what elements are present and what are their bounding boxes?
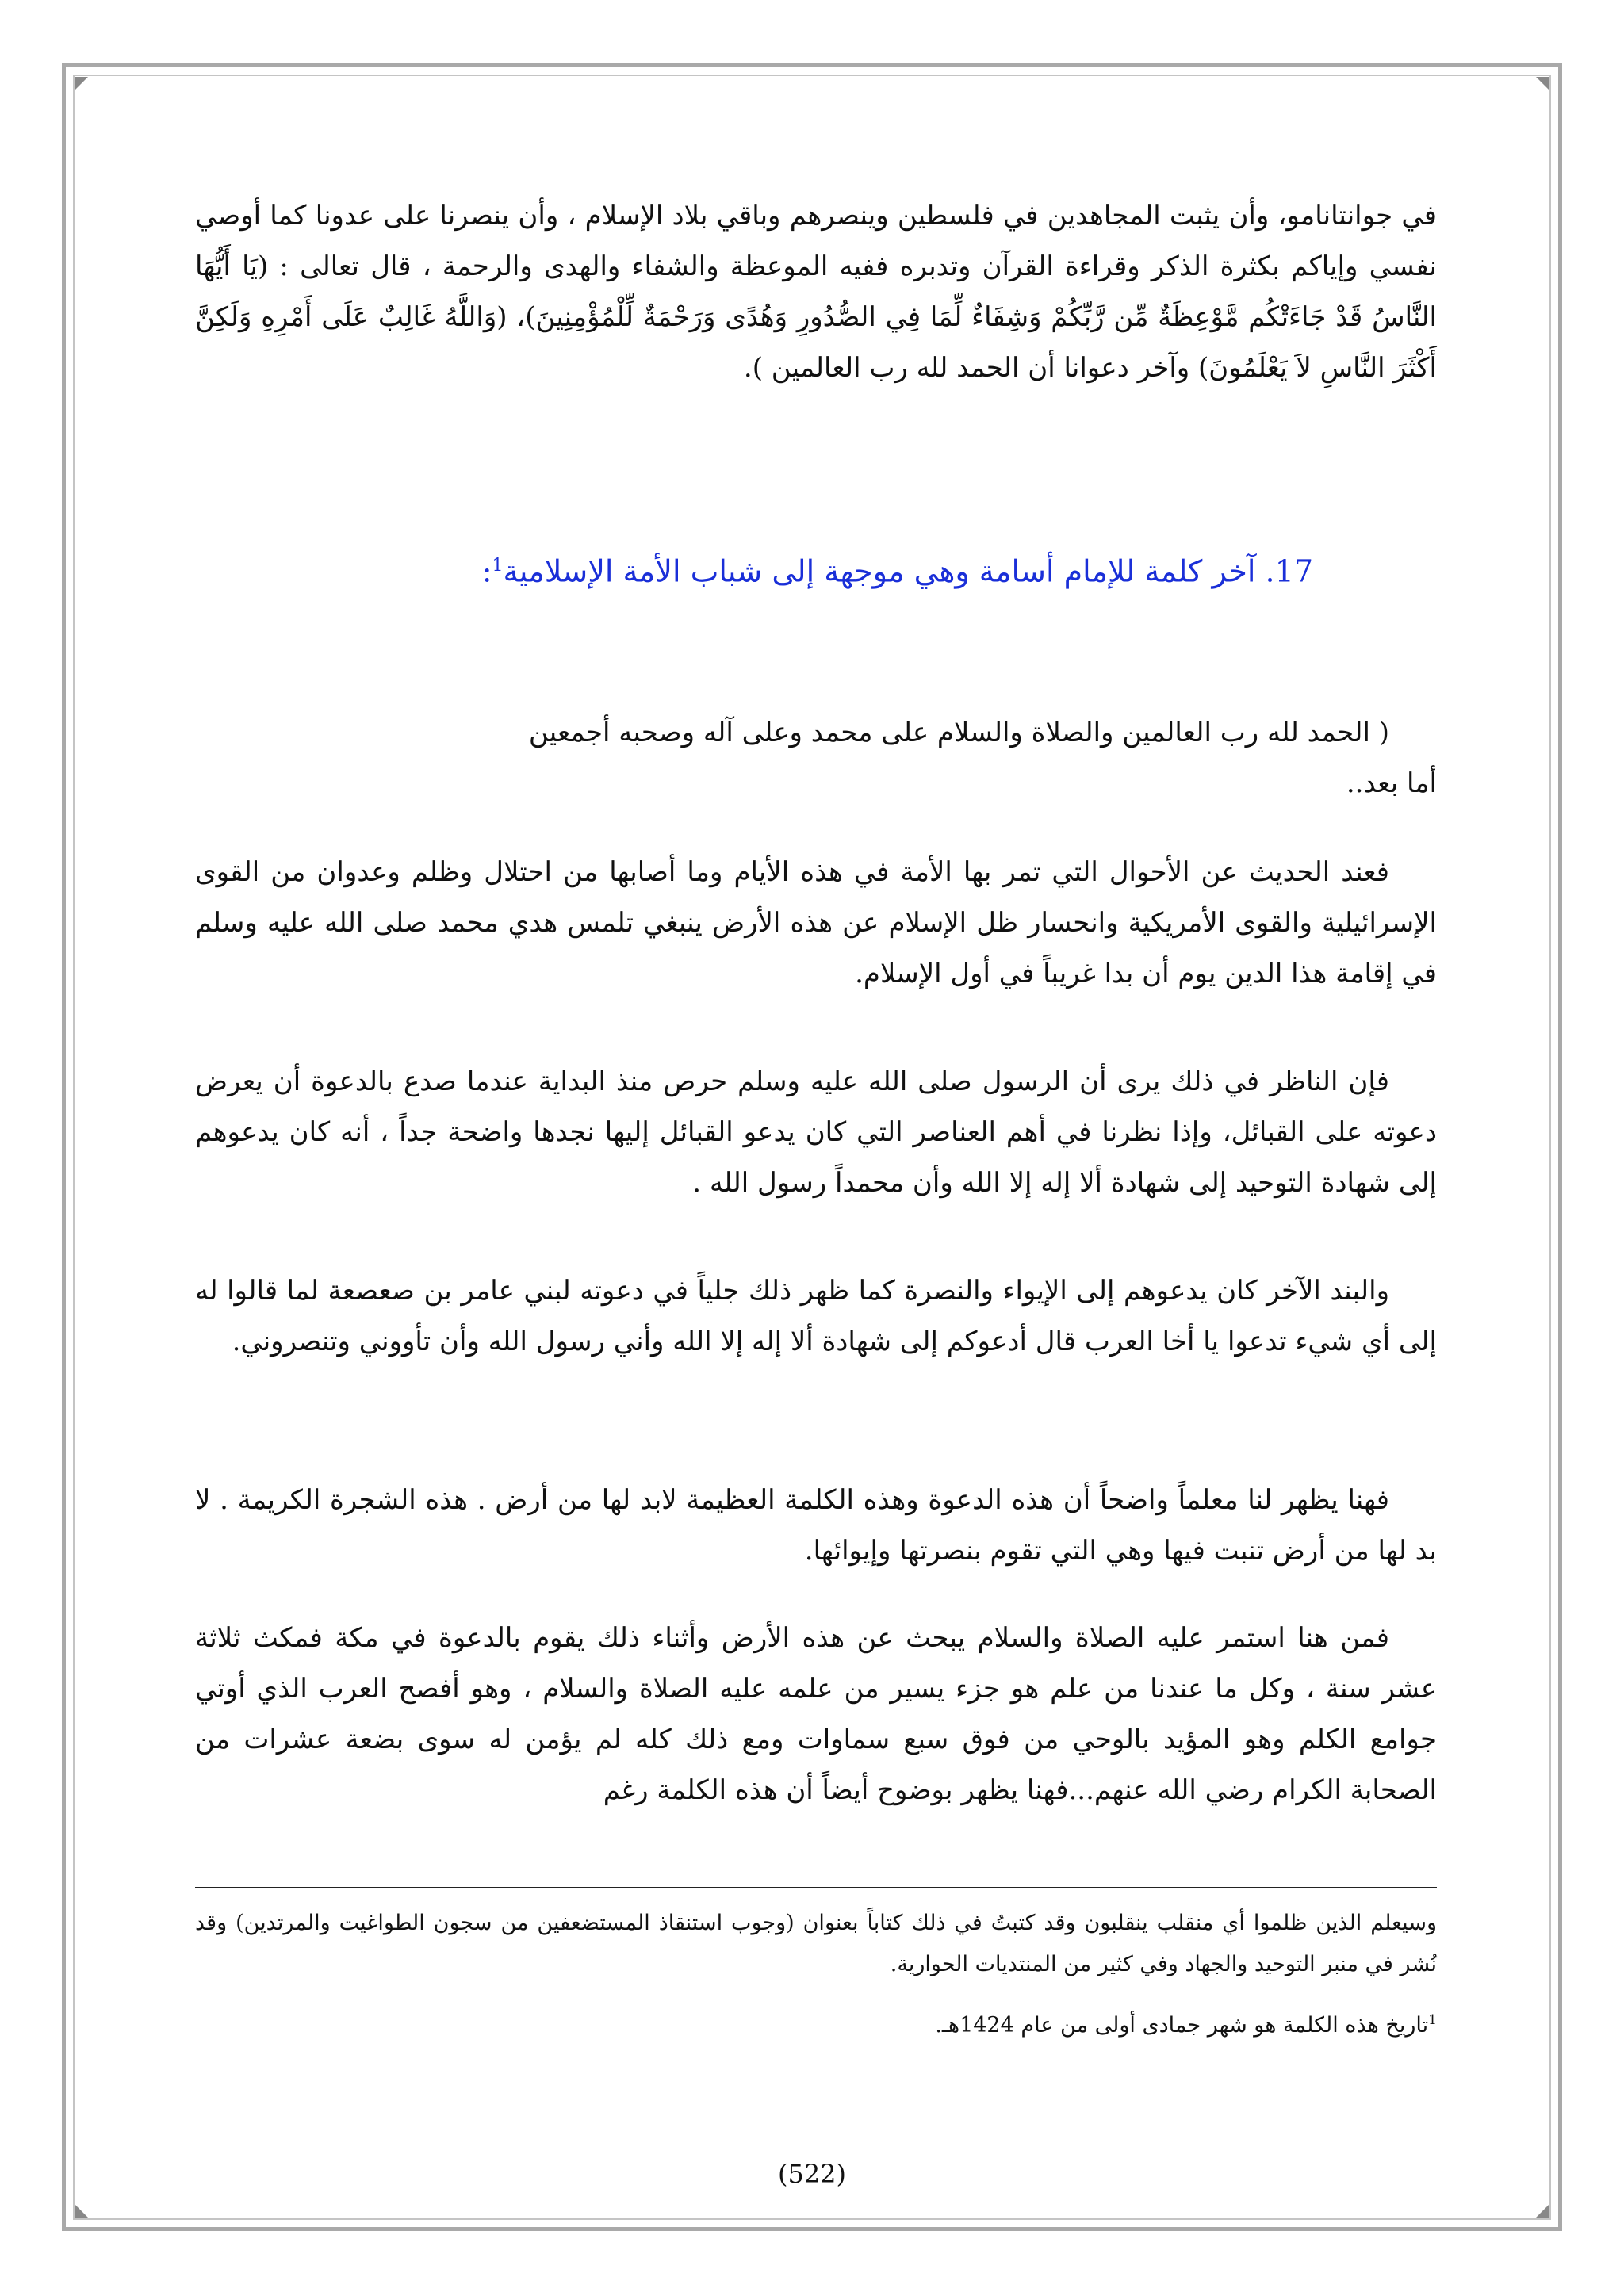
paragraph-1-block [195,847,1437,999]
section-heading [195,542,1437,595]
intro-line-1: ( الحمد لله رب العالمين والصلاة والسلام على محمد وعلى آله وصحبه أجمعين [528,717,1389,748]
paragraph-3-block [195,1265,1437,1367]
footnote-continued: وسيعلم الذين ظلموا أي منقلب ينقلبون وقد كتبتُ في ذلك كتاباً بعنوان (وجوب استنقاذ المستضعفين من سجون الطواغيت والمرتدين) وقد نُشر في منبر التوحيد والجهاد وفي كثير من المنتديات الحوارية. [195,1911,1437,1976]
corner-ornament-top-left [75,77,88,90]
top-paragraph: في جوانتانامو، وأن يثبت المجاهدين في فلسطين وينصرهم وباقي بلاد الإسلام ، وأن ينصرنا على عدونا كما أوصي نفسي وإياكم بكثرة الذكر وقراءة القرآن وتدبره ففيه الموعظة والشفاء والهدى والرحمة ، قال تعالى : (يَا أَيُّهَا النَّاسُ قَدْ جَاءَتْكُم مَّوْعِظَةٌ مِّن رَّبِّكُمْ وَشِفَاءٌ لِّمَا فِي الصُّدُورِ وَهُدًى وَرَحْمَةٌ لِّلْمُؤْمِنِينَ)، (وَاللَّهُ غَالِبٌ عَلَى أَمْرِهِ وَلَكِنَّ أَكْثَرَ النَّاسِ لاَ يَعْلَمُونَ) وآخر دعوانا أن الحمد لله رب العالمين ). [195,200,1437,384]
heading-suffix: : [481,553,492,589]
intro-line-2: أما بعد.. [1346,767,1437,799]
page-number: (522) [777,2159,847,2189]
footnote-1 [195,1999,1437,2046]
footnote-separator [195,1887,1437,1888]
heading-footnote-ref[interactable]: 1 [492,556,504,576]
corner-ornament-top-right [1536,77,1549,90]
corner-ornament-bottom-right [1536,2205,1549,2218]
paragraph-5-block [195,1613,1437,1816]
paragraph-4-block [195,1475,1437,1576]
paragraph: فمن هنا استمر عليه الصلاة والسلام يبحث عن هذه الأرض وأثناء ذلك يقوم بالدعوة في مكة فمكث ثلاثة عشر سنة ، وكل ما عندنا من علم هو جزء يسير من علمه عليه الصلاة والسلام ، وهو أفصح العرب الذي أوتي جوامع الكلم وهو المؤيد بالوحي من فوق سبع سماوات ومع ذلك كله لم يؤمن له سوى بضعة عشرات من الصحابة الكرام رضي الله عنهم...فهنا يظهر بوضوح أيضاً أن هذه الكلمة رغم [195,1622,1437,1806]
section-heading-text: 17. آخر كلمة للإمام أسامة وهي موجهة إلى شباب الأمة الإسلامية [503,553,1313,589]
paragraph: فعند الحديث عن الأحوال التي تمر بها الأمة في هذه الأيام وما أصابها من احتلال وظلم وعدوان من القوى الإسرائيلية والقوى الأمريكية وانحسار ظل الإسلام عن هذه الأرض ينبغي تلمس هدي محمد صلى الله عليه وسلم في إقامة هذا الدين يوم أن بدا غريباً في أول الإسلام. [195,856,1437,989]
footnotes-block [195,1903,1437,2046]
paragraph-2-block [195,1056,1437,1208]
paragraph: فهنا يظهر لنا معلماً واضحاً أن هذه الدعوة وهذه الكلمة العظيمة لابد لها من أرض . هذه الشجرة الكريمة . لا بد لها من أرض تنبت فيها وهي التي تقوم بنصرتها وإيوائها. [195,1484,1437,1567]
footnote-1-marker: 1 [1428,2012,1437,2028]
intro-block [195,707,1437,809]
paragraph: والبند الآخر كان يدعوهم إلى الإيواء والنصرة كما ظهر ذلك جلياً في دعوته لبني عامر بن صعصعة لما قالوا له إلى أي شيء تدعوا يا أخا العرب قال أدعوكم إلى شهادة ألا إله إلا الله وأني رسول الله وأن تأووني وتنصروني. [195,1275,1437,1357]
paragraph: فإن الناظر في ذلك يرى أن الرسول صلى الله عليه وسلم حرص منذ البداية عندما صدع بالدعوة أن يعرض دعوته على القبائل، وإذا نظرنا في أهم العناصر التي كان يدعو القبائل إليها نجدها واضحة جداً ، أنه كان يدعوهم إلى شهادة التوحيد إلى شهادة ألا إله إلا الله وأن محمداً رسول الله . [195,1066,1437,1199]
footnote-1-text: تاريخ هذه الكلمة هو شهر جمادى أولى من عام 1424هـ. [935,2013,1429,2038]
corner-ornament-bottom-left [75,2205,88,2218]
top-paragraph-block [195,190,1437,393]
